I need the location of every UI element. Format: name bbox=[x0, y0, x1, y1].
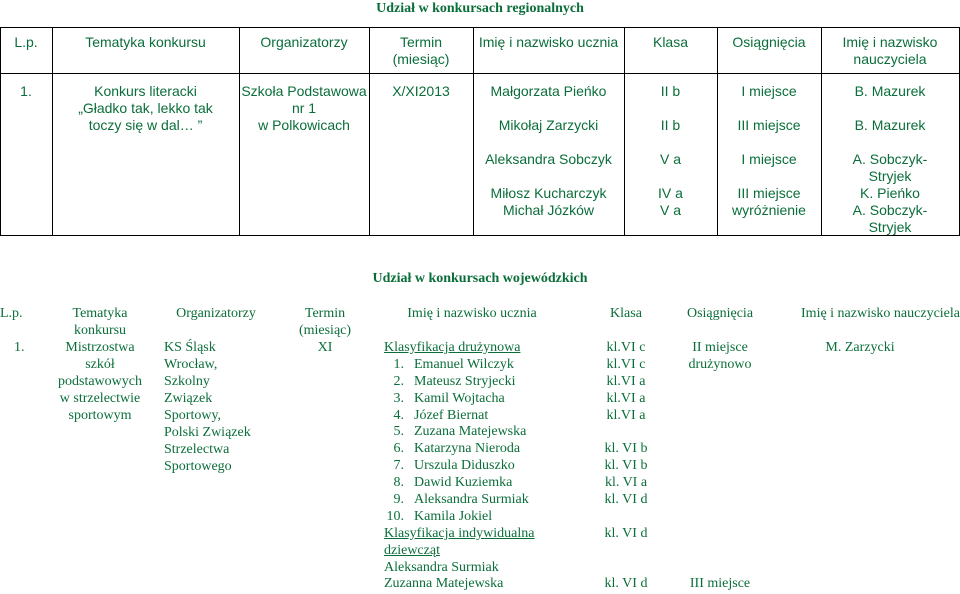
team-name: Zuzana Matejewska bbox=[414, 424, 527, 440]
osiagniecia-4: III miejsce bbox=[737, 185, 801, 201]
w-row-tematyka bbox=[48, 339, 152, 424]
klasa-empty bbox=[576, 559, 676, 576]
w-nauczyciel: M. Zarzycki bbox=[825, 340, 895, 355]
w-org-line: Sportowego bbox=[164, 459, 232, 474]
team-name: Aleksandra Surmiak bbox=[414, 492, 529, 508]
team-nr: 9. bbox=[393, 492, 404, 508]
w-row-organizatorzy bbox=[164, 339, 280, 475]
w-org-line: Strzelectwa bbox=[164, 442, 230, 457]
row-termin: X/XI2013 bbox=[392, 83, 450, 99]
nauczyciel-group-line: A. Sobczyk- bbox=[852, 151, 928, 167]
team-member bbox=[384, 356, 584, 373]
header-klasa: Klasa bbox=[652, 34, 689, 50]
team-member bbox=[384, 491, 584, 508]
osiagniecia-3: I miejsce bbox=[741, 151, 797, 167]
klasyfikacja-indywidualna: Klasyfikacja indywidualna bbox=[384, 525, 535, 541]
uczen-2: Mikołaj Zarzycki bbox=[498, 117, 599, 133]
w-tematyka-line: sportowym bbox=[68, 408, 132, 423]
w-header-osiagniecia: Osiągnięcia bbox=[686, 306, 754, 321]
nauczyciel-group-line: A. Sobczyk- bbox=[852, 202, 928, 218]
klasa-3: V a bbox=[659, 151, 681, 167]
row-organizatorzy bbox=[239, 83, 369, 134]
header-nauczyciel-line2: nauczyciela bbox=[853, 51, 927, 67]
w-tematyka-line: podstawowych bbox=[58, 374, 142, 389]
w-header-tematyka bbox=[48, 305, 152, 339]
team-nr: 1. bbox=[393, 356, 404, 372]
w-osiagniecia-team bbox=[660, 339, 780, 373]
organizatorzy-line: nr 1 bbox=[291, 100, 317, 116]
team-name: Kamila Jokiel bbox=[414, 508, 493, 524]
team-name: Urszula Diduszko bbox=[414, 458, 515, 474]
w-org-line: Sportowy, bbox=[164, 408, 222, 423]
team-member bbox=[384, 440, 584, 457]
nauczyciel-2: B. Mazurek bbox=[854, 117, 926, 133]
team-member bbox=[384, 390, 584, 407]
w-header-termin bbox=[282, 305, 368, 339]
osiagniecia-line: II miejsce bbox=[692, 340, 748, 355]
w-row-lp: 1. bbox=[14, 340, 25, 355]
klasa-2: II b bbox=[660, 117, 681, 133]
team-name: Józef Biernat bbox=[414, 407, 489, 423]
w-tematyka-line: Mistrzostwa bbox=[65, 340, 135, 355]
team-nr: 3. bbox=[393, 390, 404, 406]
header-tematyka: Tematyka konkursu bbox=[85, 34, 206, 50]
dziewczat: dziewcząt bbox=[384, 542, 440, 558]
row-lp: 1. bbox=[20, 83, 32, 99]
w-header-tematyka-line2: konkursu bbox=[73, 323, 127, 338]
uczen-3: Aleksandra Sobczyk bbox=[485, 151, 612, 167]
osiagniecia-2: III miejsce bbox=[737, 117, 801, 133]
uczen-4: Miłosz Kucharczyk bbox=[490, 185, 607, 201]
w-org-line: Związek bbox=[164, 391, 213, 406]
klasa-value: kl. VI d bbox=[604, 492, 648, 508]
klasa-value bbox=[576, 508, 676, 525]
klasa-empty bbox=[576, 542, 676, 559]
header-lp: L.p. bbox=[14, 34, 38, 50]
klasa-value: kl. VI d bbox=[604, 576, 648, 592]
team-member bbox=[384, 457, 584, 474]
w-org-line: Szkolny bbox=[164, 374, 210, 389]
team-member bbox=[384, 423, 584, 440]
osiagniecia-5: wyróżnienie bbox=[732, 202, 806, 218]
klasa-4: IV a bbox=[658, 185, 683, 201]
header-uczen: Imię i nazwisko ucznia bbox=[478, 34, 619, 50]
team-nr: 7. bbox=[393, 458, 404, 474]
wojewodzkie-title: Udział w konkursach wojewódzkich bbox=[372, 271, 588, 286]
header-osiagniecia: Osiągnięcia bbox=[732, 34, 806, 50]
team-name: Mateusz Stryjecki bbox=[414, 373, 516, 389]
w-header-termin-line1: Termin bbox=[304, 306, 346, 321]
indiv-name: Zuzanna Matejewska bbox=[384, 576, 504, 592]
w-osiagniecia-indiv: III miejsce bbox=[689, 576, 751, 591]
w-org-line: Polski Związek bbox=[164, 425, 251, 440]
klasa-value: kl. VI d bbox=[604, 525, 648, 541]
team-nr: 6. bbox=[393, 441, 404, 457]
nauczyciel-group bbox=[821, 151, 959, 236]
regional-table bbox=[0, 27, 960, 236]
w-uczen-list bbox=[384, 339, 584, 592]
team-name: Katarzyna Nieroda bbox=[414, 441, 521, 457]
klasa-value: kl.VI c bbox=[606, 340, 646, 355]
header-termin-line2: (miesiąc) bbox=[392, 51, 450, 67]
klasa-value: kl.VI c bbox=[606, 356, 646, 372]
klasa-value: kl.VI a bbox=[606, 407, 646, 423]
w-tematyka-line: w strzelectwie bbox=[59, 391, 141, 406]
team-nr: 10. bbox=[386, 508, 404, 524]
klasa-value: kl. VI a bbox=[604, 475, 648, 491]
klasa-value bbox=[576, 423, 676, 440]
w-header-uczen: Imię i nazwisko ucznia bbox=[407, 306, 537, 321]
nauczyciel-group-line: Stryjek bbox=[868, 219, 912, 235]
w-header-termin-line2: (miesiąc) bbox=[298, 323, 352, 338]
organizatorzy-line: Szkoła Podstawowa bbox=[241, 83, 367, 99]
team-member bbox=[384, 474, 584, 491]
header-organizatorzy: Organizatorzy bbox=[260, 34, 348, 50]
w-header-tematyka-line1: Tematyka bbox=[72, 306, 128, 321]
w-header-organizatorzy: Organizatorzy bbox=[176, 306, 256, 321]
tematyka-line: Konkurs literacki bbox=[94, 83, 197, 99]
team-nr: 8. bbox=[393, 475, 404, 491]
indiv-name: Aleksandra Surmiak bbox=[384, 559, 499, 575]
w-header-nauczyciel: Imię i nazwisko nauczyciela bbox=[801, 306, 960, 321]
tematyka-line: „Gładko tak, lekko tak bbox=[78, 100, 213, 116]
team-member bbox=[384, 373, 584, 390]
organizatorzy-line: w Polkowicach bbox=[258, 117, 350, 133]
uczen-1: Małgorzata Pieńko bbox=[490, 83, 607, 99]
klasa-1: II b bbox=[660, 83, 681, 99]
w-org-line: Wrocław, bbox=[164, 357, 218, 372]
osiagniecia-1: I miejsce bbox=[741, 83, 797, 99]
header-termin-line1: Termin bbox=[399, 34, 442, 50]
team-name: Emanuel Wilczyk bbox=[414, 356, 514, 372]
klasa-value: kl.VI a bbox=[606, 373, 646, 389]
team-nr: 2. bbox=[393, 373, 404, 389]
w-tematyka-line: szkół bbox=[85, 357, 115, 372]
header-nauczyciel bbox=[821, 34, 959, 68]
wojewodzkie-table bbox=[0, 302, 960, 594]
osiagniecia-line: drużynowo bbox=[688, 357, 752, 372]
team-nr: 4. bbox=[393, 407, 404, 423]
uczen-5: Michał Józków bbox=[502, 202, 595, 218]
header-nauczyciel-line1: Imię i nazwisko bbox=[842, 34, 938, 50]
klasyfikacja-druzynowa: Klasyfikacja drużynowa bbox=[384, 340, 521, 355]
header-termin bbox=[369, 34, 473, 68]
team-nr: 5. bbox=[393, 424, 404, 440]
regional-title: Udział w konkursach regionalnych bbox=[376, 1, 584, 16]
klasa-value: kl.VI a bbox=[606, 390, 646, 406]
team-member bbox=[384, 407, 584, 424]
klasa-value: kl. VI b bbox=[604, 458, 648, 474]
w-header-klasa: Klasa bbox=[610, 306, 642, 321]
w-klasa-list bbox=[576, 339, 676, 592]
w-header-lp: L.p. bbox=[0, 306, 23, 321]
klasa-value: kl. VI b bbox=[604, 441, 648, 457]
row-tematyka bbox=[52, 83, 239, 134]
tematyka-line: toczy się w dal… ” bbox=[88, 117, 203, 133]
team-member bbox=[384, 508, 584, 525]
nauczyciel-group-line: K. Pieńko bbox=[860, 185, 920, 201]
team-name: Kamil Wojtacha bbox=[414, 390, 505, 406]
nauczyciel-1: B. Mazurek bbox=[854, 83, 926, 99]
klasa-5: V a bbox=[659, 202, 681, 218]
team-name: Dawid Kuziemka bbox=[414, 475, 513, 491]
w-row-termin: XI bbox=[317, 340, 333, 355]
nauczyciel-group-line: Stryjek bbox=[868, 168, 912, 184]
w-org-line: KS Śląsk bbox=[164, 340, 216, 355]
